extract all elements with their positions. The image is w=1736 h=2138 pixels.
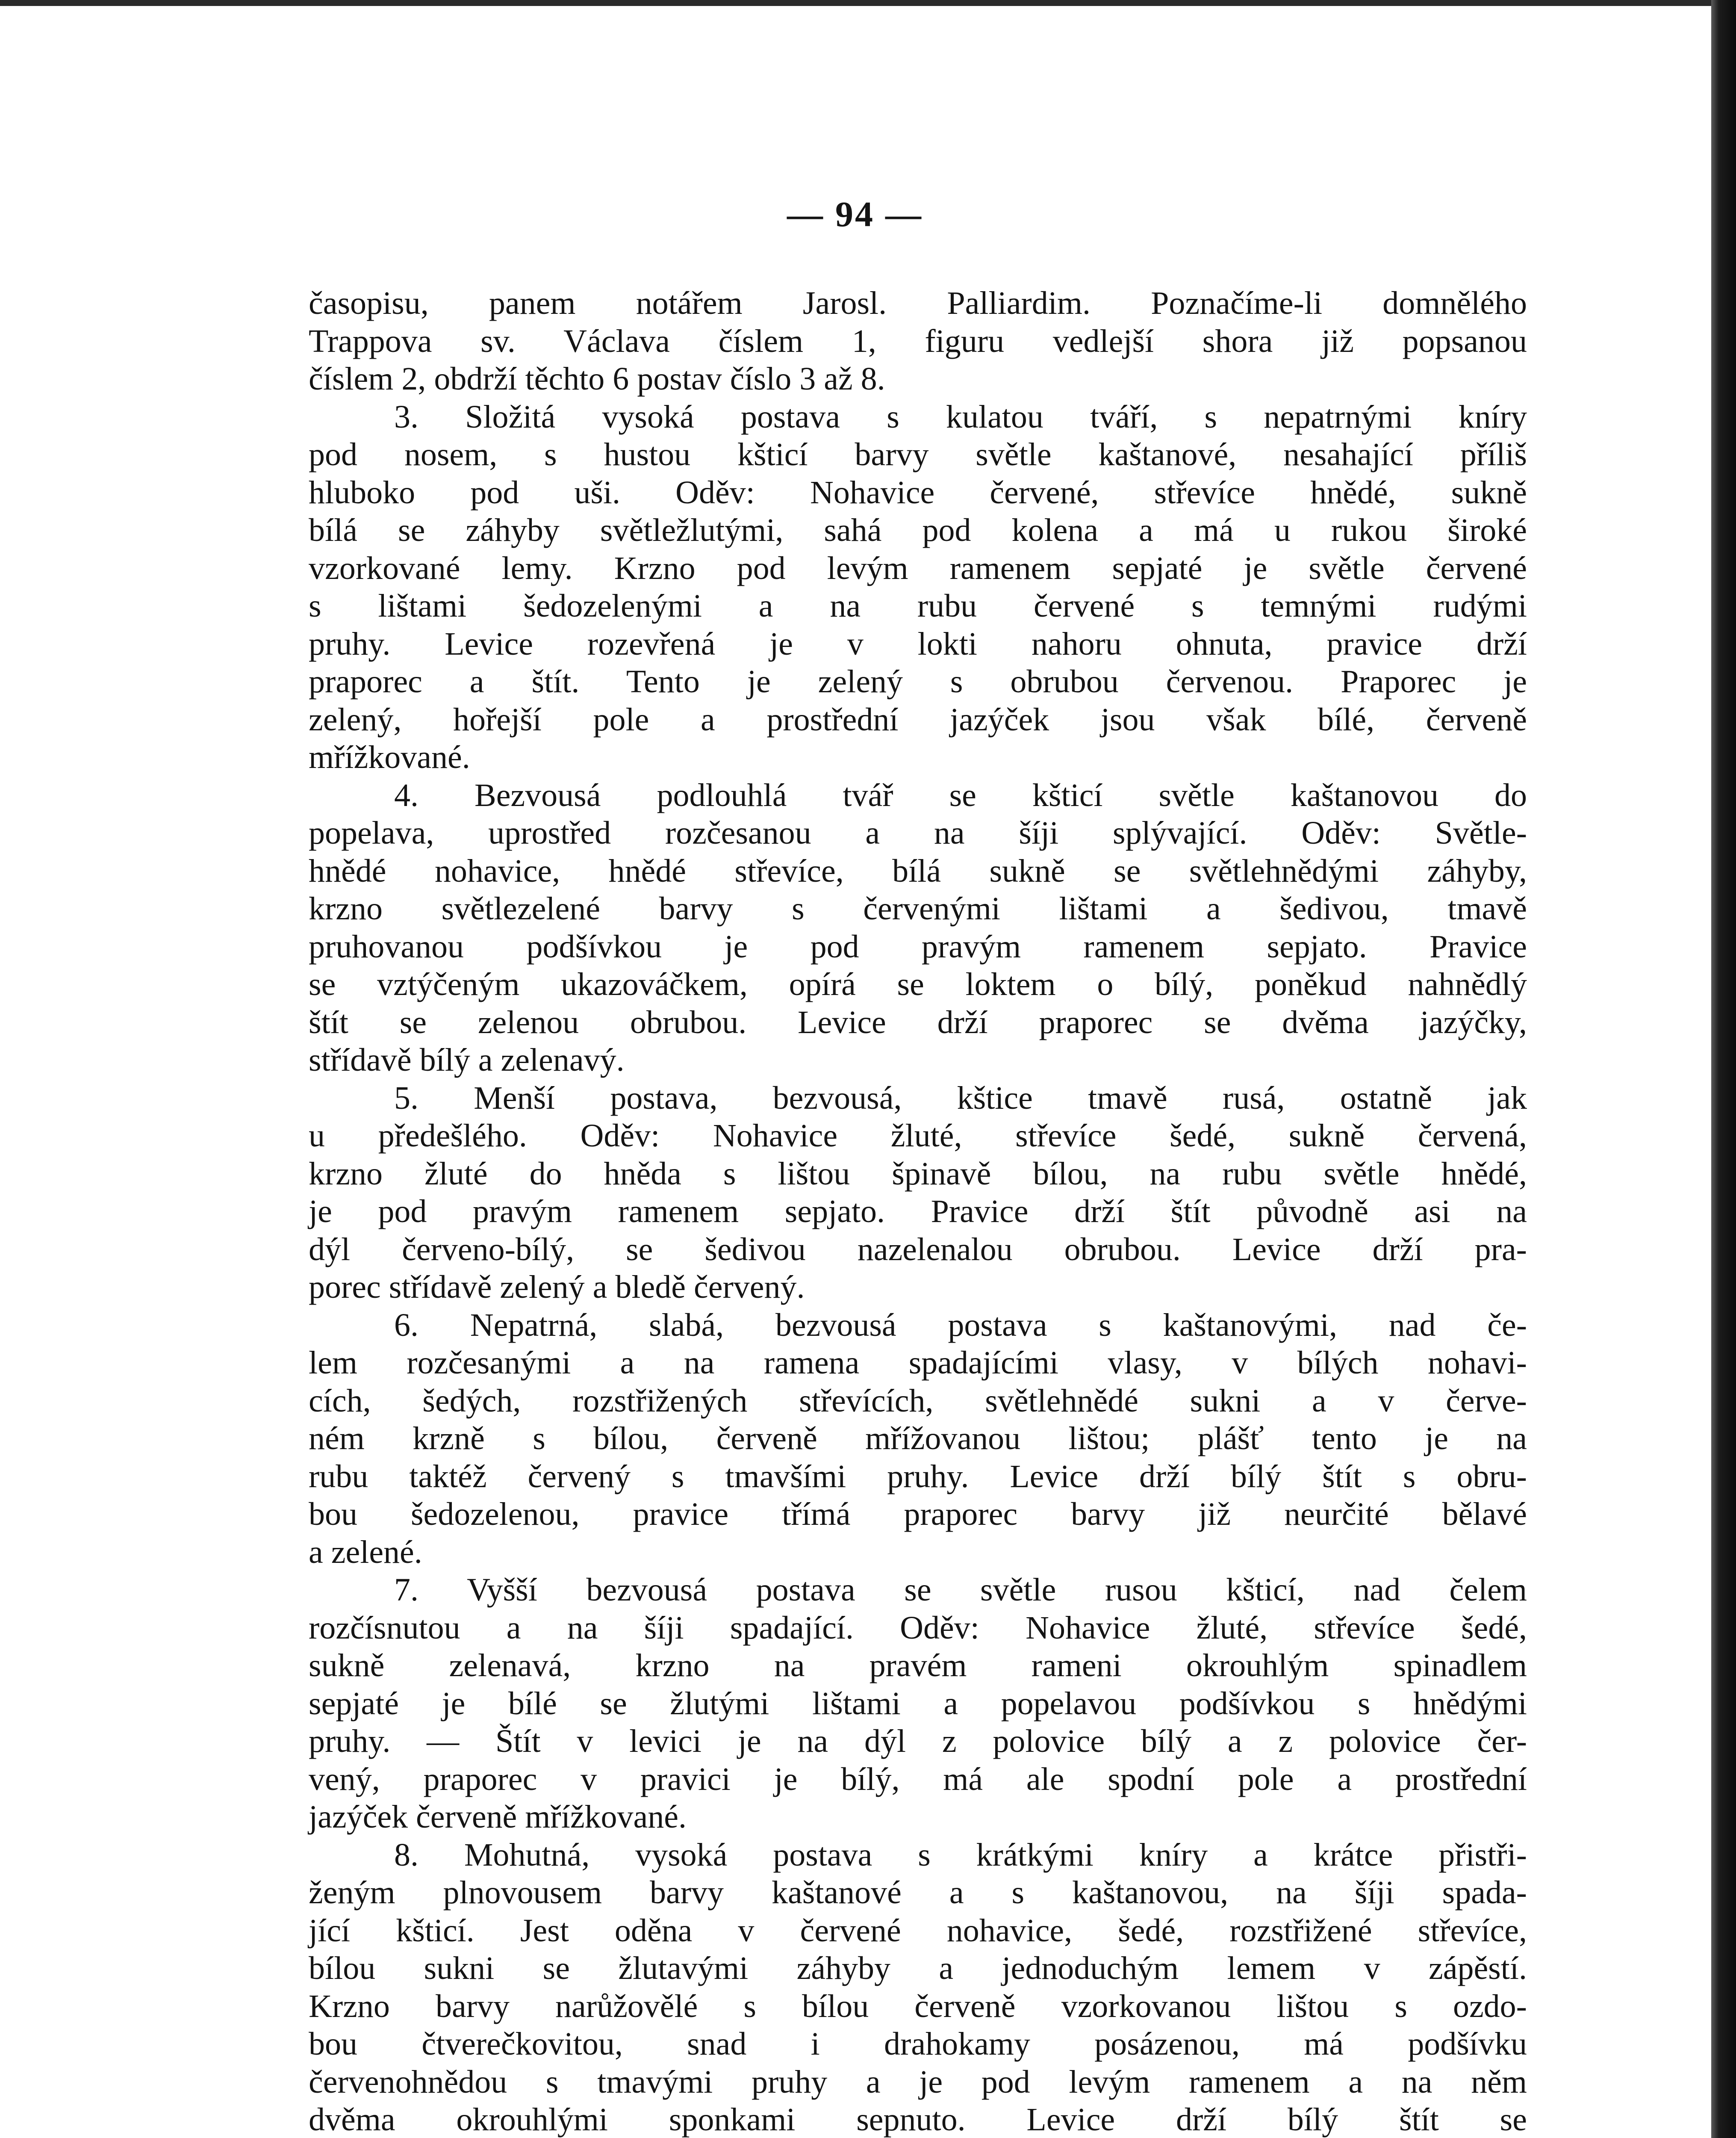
scan-edge-right [1711,0,1736,2138]
text-line: ženým plnovousem barvy kaštanové a s kaštanovou, na šíji spada- [309,1875,1527,1911]
text-line: střídavě bílý a zelenavý. [309,1042,625,1078]
body-text [309,284,1527,2138]
paragraph-figure-5 [309,1079,1527,1306]
paragraph-figure-7 [309,1571,1527,1836]
text-line: pruhovanou podšívkou je pod pravým ramenem sepjato. Pravice [309,928,1527,965]
text-line: bílou sukni se žlutavými záhyby a jednoduchým lemem v zápěstí. [309,1950,1527,1986]
text-line: 3. Složitá vysoká postava s kulatou tváří, s nepatrnými kníry [394,399,1527,435]
text-line: se vztýčeným ukazováčkem, opírá se loktem o bílý, poněkud nahnědlý [309,966,1527,1002]
text-line: sukně zelenavá, krzno na pravém rameni okrouhlým spinadlem [309,1648,1527,1683]
text-line: jící kšticí. Jest oděna v červené nohavice, šedé, rozstřižené střevíce, [309,1912,1527,1949]
text-line: hnědé nohavice, hnědé střevíce, bílá sukně se světlehnědými záhyby, [309,853,1527,889]
text-line: 6. Nepatrná, slabá, bezvousá postava s kaštanovými, nad če- [394,1307,1527,1343]
text-line: pruhy. — Štít v levici je na dýl z polovice bílý a z polovice čer- [309,1723,1527,1759]
text-line: praporec a štít. Tento je zelený s obrubou červenou. Praporec je [309,664,1527,700]
text-line: a zelené. [309,1534,422,1570]
text-line: cích, šedých, rozstřižených střevících, světlehnědé sukni a v červe- [309,1382,1527,1419]
text-line: 5. Menší postava, bezvousá, kštice tmavě rusá, ostatně jak [394,1080,1527,1116]
text-line: mřížkované. [309,739,470,775]
text-line: krzno světlezelené barvy s červenými lištami a šedivou, tmavě [309,891,1527,927]
text-line: je pod pravým ramenem sepjato. Pravice drží štít původně asi na [309,1193,1527,1229]
text-line: vzorkované lemy. Krzno pod levým ramenem sepjaté je světle červené [309,550,1527,586]
paragraph-intro [309,284,1527,398]
text-line: Krzno barvy narůžovělé s bílou červeně vzorkovanou lištou s ozdo- [309,1988,1527,2024]
text-line: u předešlého. Oděv: Nohavice žluté, střevíce šedé, sukně červená, [309,1118,1527,1154]
text-line: 4. Bezvousá podlouhlá tvář se kšticí světle kaštanovou do [394,777,1527,813]
text-line: sepjaté je bílé se žlutými lištami a popelavou podšívkou s hnědými [309,1685,1527,1722]
paragraph-figure-3 [309,398,1527,777]
text-line: červenohnědou s tmavými pruhy a je pod levým ramenem a na něm [309,2064,1527,2100]
text-line: dýl červeno-bílý, se šedivou nazelenalou obrubou. Levice drží pra- [309,1231,1527,1267]
paragraph-figure-4 [309,777,1527,1079]
text-line: pruhy. Levice rozevřená je v lokti nahoru ohnuta, pravice drží [309,626,1527,662]
text-line: 7. Vyšší bezvousá postava se světle rusou kšticí, nad čelem [394,1572,1527,1608]
page-number: — 94 — [787,195,923,234]
text-line: 8. Mohutná, vysoká postava s krátkými kníry a krátce přistři- [394,1837,1527,1873]
text-line: lem rozčesanými a na ramena spadajícími vlasy, v bílých nohavi- [309,1345,1527,1381]
text-line: dvěma okrouhlými sponkami sepnuto. Levice drží bílý štít se [309,2102,1527,2138]
text-line: štít se zelenou obrubou. Levice drží praporec se dvěma jazýčky, [309,1004,1527,1040]
paragraph-figure-8 [309,1836,1527,2138]
text-line: bou šedozelenou, pravice třímá praporec barvy již neurčité bělavé [309,1496,1527,1532]
text-line: rozčísnutou a na šíji spadající. Oděv: Nohavice žluté, střevíce šedé, [309,1609,1527,1646]
text-line: bou čtverečkovitou, snad i drahokamy posázenou, má podšívku [309,2026,1527,2062]
text-line: popelava, uprostřed rozčesanou a na šíji splývající. Oděv: Světle- [309,815,1527,851]
text-line: hluboko pod uši. Oděv: Nohavice červené, střevíce hnědé, sukně [309,474,1527,511]
text-line: Trappova sv. Václava číslem 1, figuru vedlejší shora již popsanou [309,323,1527,359]
text-line: pod nosem, s hustou kšticí barvy světle kaštanové, nesahající příliš [309,437,1527,472]
text-line: krzno žluté do hněda s lištou špinavě bílou, na rubu světle hnědé, [309,1155,1527,1192]
text-line: porec střídavě zelený a bledě červený. [309,1269,805,1305]
text-line: rubu taktéž červený s tmavšími pruhy. Levice drží bílý štít s obru- [309,1458,1527,1494]
text-line: vený, praporec v pravici je bílý, má ale spodní pole a prostřední [309,1761,1527,1797]
text-line: časopisu, panem notářem Jarosl. Palliardim. Poznačíme-li domnělého [309,285,1527,321]
text-line: zelený, hořejší pole a prostřední jazýček jsou však bílé, červeně [309,701,1527,738]
paragraph-figure-6 [309,1306,1527,1571]
text-line: číslem 2, obdrží těchto 6 postav číslo 3 až 8. [309,361,885,397]
text-line: jazýček červeně mřížkované. [309,1799,687,1835]
text-line: bílá se záhyby světležlutými, sahá pod kolena a má u rukou široké [309,512,1527,548]
text-line: s lištami šedozelenými a na rubu červené s temnými rudými [309,588,1527,624]
text-line: ném krzně s bílou, červeně mřížovanou lištou; plášť tento je na [309,1420,1527,1456]
scan-edge-top [0,0,1736,6]
